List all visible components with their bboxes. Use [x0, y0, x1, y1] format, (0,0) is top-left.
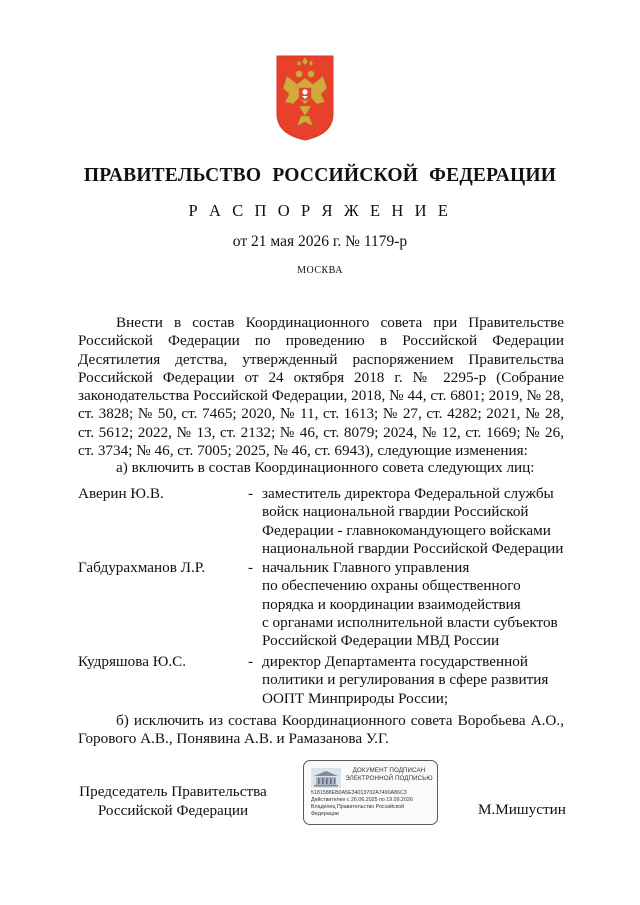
member-position: директор Департамента государственной политики и регулирования в сфере развития ООПТ Минприроды России; [262, 653, 549, 707]
document-date-number: от 21 мая 2026 г. № 1179-р [232, 233, 408, 250]
coat-of-arms-icon [275, 54, 335, 142]
document-city: МОСКВА [297, 265, 343, 276]
signatory-name: М.Мишустин [478, 801, 566, 818]
member-name: Аверин Ю.В. [78, 485, 164, 502]
member-dash: - [248, 485, 254, 502]
item-b-paragraph: б) исключить из состава Координационного совета Воробьева А.О., Горового А.В., Понявина А.В. и Рамазанова У.Г. [78, 712, 564, 748]
document-kind: Р А С П О Р Я Ж Е Н И Е [188, 201, 452, 220]
member-position: заместитель директора Федеральной службы войск национальной гвардии Российской Федерации - главнокомандующего войсками национальной гвардии Российской Федерации [262, 485, 564, 557]
member-dash: - [248, 559, 254, 576]
government-building-icon [311, 768, 341, 788]
government-title: ПРАВИТЕЛЬСТВО РОССИЙСКОЙ ФЕДЕРАЦИИ [83, 165, 557, 186]
stamp-certificate: 5181588EB0A5E34013702A7490A86C3 [311, 790, 407, 796]
member-position: начальник Главного управления по обеспечению охраны общественного порядка и координации взаимодействия с органами исполнительной власти субъектов Российской Федерации МВД России [262, 559, 558, 650]
stamp-heading: ДОКУМЕНТ ПОДПИСАН ЭЛЕКТРОННОЙ ПОДПИСЬЮ [345, 767, 433, 782]
member-name: Габдурахманов Л.Р. [78, 559, 206, 576]
stamp-owner: Владелец Правительство Российской Федерации [311, 804, 405, 817]
electronic-signature-stamp [303, 760, 438, 825]
item-a-paragraph: а) включить в состав Координационного совета следующих лиц: [116, 459, 535, 476]
intro-paragraph: Внести в состав Координационного совета при Правительстве Российской Федерации по проведению в Российской Федерации Десятилетия детства, утвержденный распоряжением Правительства Российской Федерации от 24 октября 2018 г. № 2295-р (Собрание законодательства Российской Федерации, 2018, № 44, ст. 6801; 2019, № 28, ст. 3828; № 50, ст. 7465; 2020, № 11, ст. 1613; № 27, ст. 4282; 2021, № 28, ст. 5612; 2022, № 13, ст. 2132; № 46, ст. 8079; 2024, № 12, ст. 1669; № 26, ст. 3734; № 46, ст. 7005; 2025, № 46, ст. 6943), следующие изменения: [78, 314, 564, 460]
signatory-title: Председатель Правительства Российской Федерации [79, 783, 267, 819]
member-name: Кудряшова Ю.С. [78, 653, 187, 670]
stamp-validity: Действителен с 26.06.2025 по 19.09.2026 [311, 797, 413, 803]
member-dash: - [248, 653, 254, 670]
